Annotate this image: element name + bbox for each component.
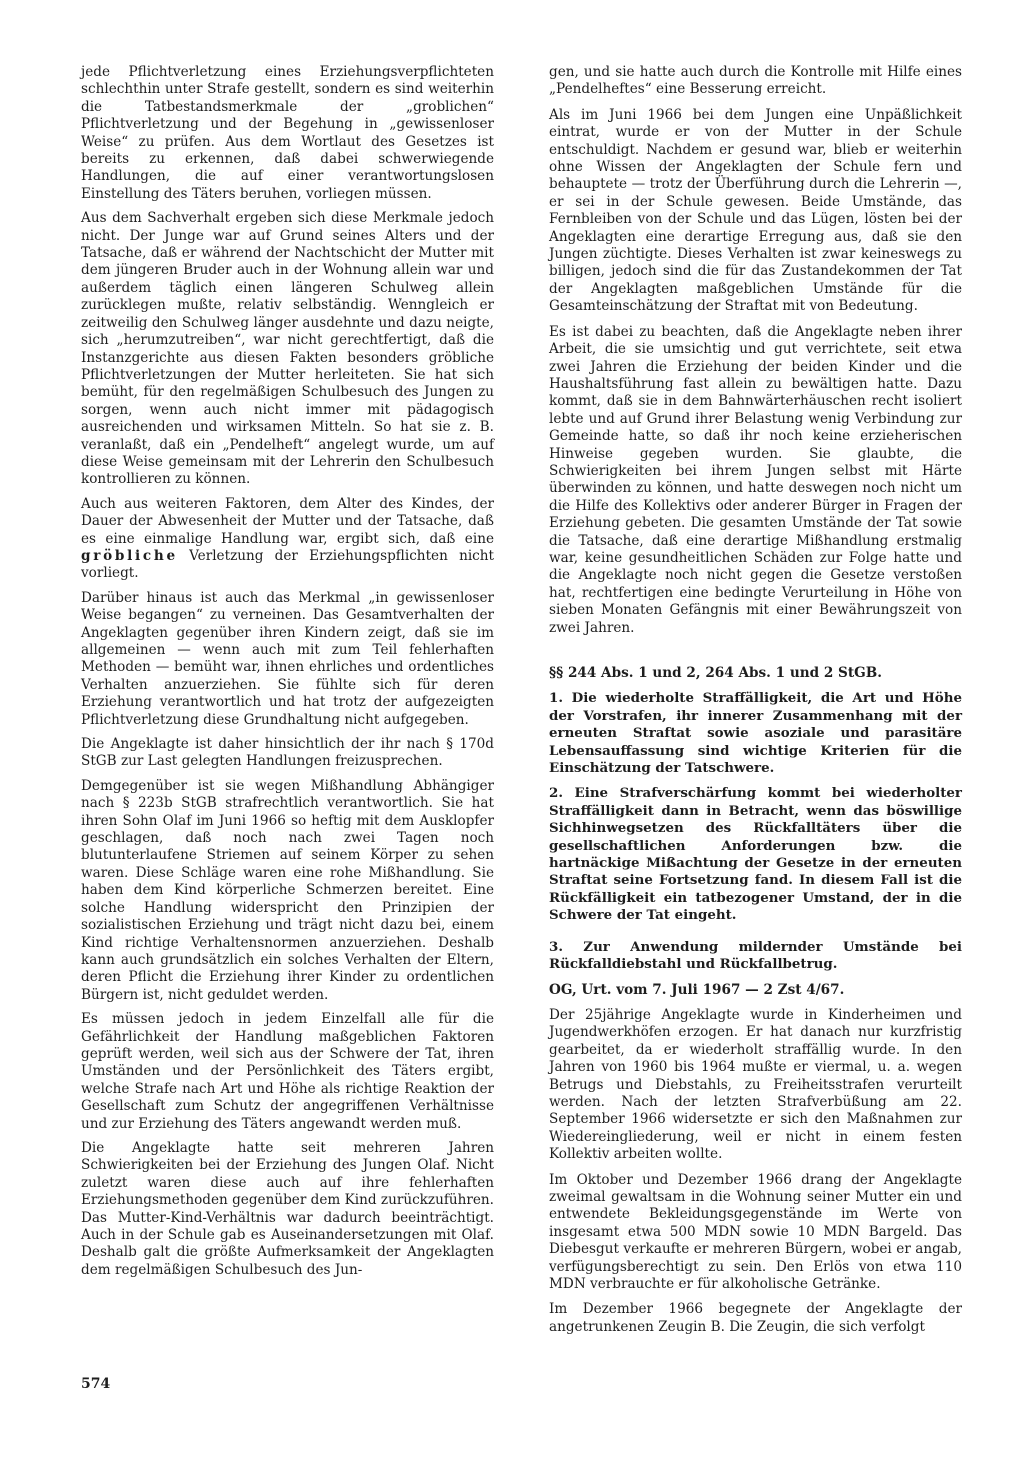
paragraph: Aus dem Sachverhalt ergeben sich diese Merkmale jedoch nicht. Der Junge war auf Grund seines Alters und der Tatsache, daß er während der Nachtschicht der Mutter mit dem jüngeren Bruder auch in der Wohnung allein war und außerdem täglich einen längeren Schulweg allein zurücklegen mußte, relativ selbständig. Wenngleich er zeitweilig den Schulweg länger ausdehnte und dazu neigte, sich „herumzutreiben“, war nicht gerechtfertigt, daß die Instanzgerichte aus diesen Fakten besonders gröbliche Pflichtverletzungen der Mutter herleiteten. Sie hat sich bemüht, für den regelmäßigen Schulbesuch des Jungen zu sorgen, wenn auch nicht immer mit pädagogisch ausreichenden und wirksamen Mitteln. So hat sie z. B. veranlaßt, daß ein „Pendelheft“ angelegt wurde, um auf diese Weise gemeinsam mit der Lehrerin den Schulbesuch kontrollieren zu können.	[81, 210, 494, 488]
paragraph: Demgegenüber ist sie wegen Mißhandlung Abhängiger nach § 223b StGB strafrechtlich verantwortlich. Sie hat ihren Sohn Olaf im Juni 1966 so heftig mit dem Ausklopfer geschlagen, daß noch nach zwei Tagen noch blutunterlaufene Striemen auf seinem Körper zu sehen waren. Diese Schläge waren eine rohe Mißhandlung. Sie haben dem Kind körperliche Schmerzen bereitet. Eine solche Handlung widerspricht den Prinzipien der sozialistischen Erziehung und trägt nicht dazu bei, einem Kind richtige Verhaltensnormen anzuerziehen. Deshalb kann auch grundsätzlich ein solches Verhalten der Eltern, deren Pflicht die Erziehung ihrer Kinder zu ordentlichen Bürgern ist, nicht geduldet werden.	[81, 777, 494, 1003]
paragraph: Als im Juni 1966 bei dem Jungen eine Unpäßlichkeit eintrat, wurde er von der Mutter in der Schule entschuldigt. Nachdem er gesund war, blieb er weiterhin ohne Wissen der Angeklagten der Schule fern und behauptete — trotz der Überführung durch die Lehrerin —, er sei in der Schule gewesen. Beide Umstände, das Fernbleiben von der Schule und das Lügen, lösten bei der Angeklagten eine derartige Erregung aus, daß sie den Jungen züchtigte. Dieses Verhalten ist zwar keineswegs zu billigen, jedoch sind die für das Zustandekommen der Tat der Angeklagten maßgeblichen Umstände für die Gesamteinschätzung der Straftat mit von Bedeutung.	[549, 106, 962, 315]
paragraph: Im Oktober und Dezember 1966 drang der Angeklagte zweimal gewaltsam in die Wohnung seiner Mutter ein und entwendete Bekleidungsgegenstände im Werte von insgesamt etwa 500 MDN sowie 10 MDN Bargeld. Das Diebesgut verkaufte er mehreren Bürgern, wobei er angab, verfügungsberechtigt zu sein. Den Erlös von etwa 110 MDN verbrauchte er für alkoholische Getränke.	[549, 1171, 962, 1292]
paragraph: Darüber hinaus ist auch das Merkmal „in gewissenloser Weise begangen“ zu verneinen. Das Gesamtverhalten der Angeklagten gegenüber ihren Kindern zeigt, daß sie im allgemeinen — wenn auch mit zum Teil fehlerhaften Methoden — bemüht war, ihnen ehrliches und ordentliches Verhalten anzuerziehen. Sie fühlte sich für deren Erziehung verantwortlich und hat trotz der aufgezeigten Pflichtverletzung diese Grundhaltung nicht aufgegeben.	[81, 589, 494, 728]
paragraph-text: Auch aus weiteren Faktoren, dem Alter des Kindes, der Dauer der Abwesenheit der Mutter und der Tatsache, daß es eine einmalige Handlung war, ergibt sich, daß eine	[81, 495, 494, 547]
paragraph: Die Angeklagte ist daher hinsichtlich der ihr nach § 170d StGB zur Last gelegten Handlungen freizusprechen.	[81, 736, 494, 770]
paragraph: Es ist dabei zu beachten, daß die Angeklagte neben ihrer Arbeit, die sie umsichtig und gut verrichtete, seit etwa zwei Jahren die Erziehung der beiden Kinder und die Haushaltsführung fast allein zu bewältigen hatte. Dazu kommt, daß sie in dem Bahnwärterhäuschen recht isoliert lebte und auf Grund ihrer Belastung wenig Verbindung zur Gemeinde hatte, so daß ihr noch keine erzieherischen Hinweise gegeben wurden. Sie glaubte, die Schwierigkeiten bei ihrem Jungen selbst mit Härte überwinden zu können, und hatte deswegen noch nicht um die Hilfe des Kollektivs oder anderer Bürger in Fragen der Erziehung gebeten. Die gesamten Umstände der Tat sowie die Tatsache, daß eine derartige Mißhandlung erstmalig war, keine gesundheitlichen Schäden zur Folge hatte und die Angeklagte noch nicht gegen die Gesetze verstoßen hat, rechtfertigen eine bedingte Verurteilung in Höhe von sieben Monaten Gefängnis mit einer Bewährungszeit von zwei Jahren.	[549, 323, 962, 636]
section-heading: §§ 244 Abs. 1 und 2, 264 Abs. 1 und 2 StGB.	[549, 665, 882, 681]
page-number: 574	[81, 1376, 111, 1392]
paragraph: Der 25jährige Angeklagte wurde in Kinderheimen und Jugendwerkhöfen erzogen. Er hat danach nur kurzfristig gearbeitet, da er wiederholt straffällig wurde. In den Jahren von 1960 bis 1964 mußte er viermal, u. a. wegen Betrugs und Diebstahls, zu Freiheitsstrafen verurteilt werden. Nach der letzten Strafverbüßung am 22. September 1966 widersetzte er sich den Maßnahmen zur Wiedereingliederung, weil er nicht in einem festen Kollektiv arbeiten wollte.	[549, 1006, 962, 1163]
paragraph: Die Angeklagte hatte seit mehreren Jahren Schwierigkeiten bei der Erziehung des Jungen Olaf. Nicht zuletzt waren diese auch auf ihre fehlerhaften Erziehungsmethoden gegenüber dem Kind zurückzuführen. Das Mutter-Kind-Verhältnis war dadurch beeinträchtigt. Auch in der Schule gab es Auseinandersetzungen mit Olaf. Deshalb galt die größte Aufmerksamkeit der Angeklagten dem regelmäßigen Schulbesuch des Jun-	[81, 1139, 494, 1278]
paragraph	[81, 496, 494, 583]
headnote: 1. Die wiederholte Straffälligkeit, die Art und Höhe der Vorstrafen, ihr innerer Zusammenhang mit der erneuten Straftat sowie asoziale und parasitäre Lebensauffassung sind wichtige Kriterien für die Einschätzung der Tatschwere.	[549, 690, 962, 777]
paragraph: Es müssen jedoch in jedem Einzelfall alle für die Gefährlichkeit der Handlung maßgeblichen Faktoren geprüft werden, weil sich aus der Schwere der Tat, ihren Umständen und der Persönlichkeit des Täters ergibt, welche Strafe nach Art und Höhe als richtige Reaktion der Gesellschaft zum Schutz der angegriffenen Verhältnisse und zur Erziehung des Täters angewandt werden muß.	[81, 1011, 494, 1132]
right-column	[549, 64, 962, 1344]
spaced-emphasis: gröbliche	[81, 547, 178, 564]
left-column	[81, 64, 494, 1286]
paragraph: Im Dezember 1966 begegnete der Angeklagte der angetrunkenen Zeugin B. Die Zeugin, die sich verfolgt	[549, 1301, 962, 1335]
paragraph-text: Verletzung der Erziehungspflichten nicht vorliegt.	[81, 547, 494, 582]
headnote: 2. Eine Strafverschärfung kommt bei wiederholter Straffälligkeit dann in Betracht, wenn das böswillige Sichhinwegsetzen des Rückfalltäters über die gesellschaftlichen Anforderungen bzw. die hartnäckige Mißachtung der Gesetze in der erneuten Straftat seine Fortsetzung fand. In diesem Fall ist die Rückfälligkeit ein tatbezogener Umstand, der in die Schwere der Tat eingeht.	[549, 785, 962, 924]
paragraph: jede Pflichtverletzung eines Erziehungsverpflichteten schlechthin unter Strafe gestellt, sondern es sind weiterhin die Tatbestandsmerkmale der „groblichen“ Pflichtverletzung und der Begehung in „gewissenloser Weise“ zu prüfen. Aus dem Wortlaut des Gesetzes ist bereits zu erkennen, daß dabei schwerwiegende Handlungen, die auf einer verantwortungslosen Einstellung des Täters beruhen, vorliegen müssen.	[81, 64, 494, 202]
paragraph: gen, und sie hatte auch durch die Kontrolle mit Hilfe eines „Pendelheftes“ eine Besserung erreicht.	[549, 64, 962, 98]
headnote: 3. Zur Anwendung mildernder Umstände bei Rückfalldiebstahl und Rückfallbetrug.	[549, 938, 962, 973]
court-citation: OG, Urt. vom 7. Juli 1967 — 2 Zst 4/67.	[549, 981, 845, 998]
